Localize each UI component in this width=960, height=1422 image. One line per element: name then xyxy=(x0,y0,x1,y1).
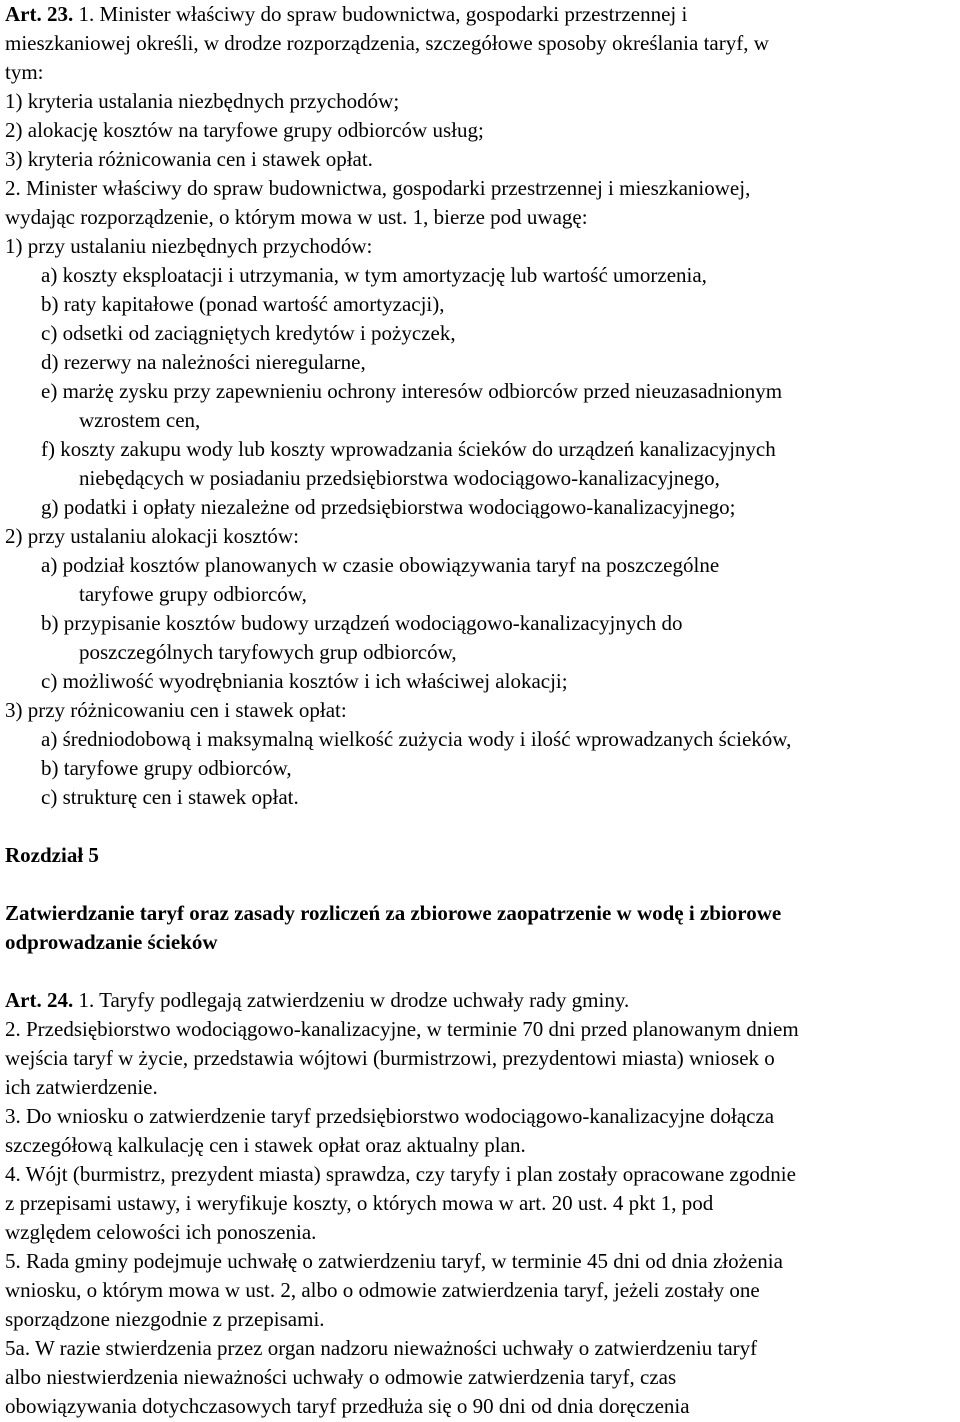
list-item-continuation: poszczególnych taryfowych grup odbiorców, xyxy=(79,640,457,664)
paragraph-line: 3. Do wniosku o zatwierdzenie taryf przedsiębiorstwo wodociągowo-kanalizacyjne dołącza xyxy=(5,1104,775,1128)
paragraph-line: 4. Wójt (burmistrz, prezydent miasta) sprawdza, czy taryfy i plan zostały opracowane zgodnie xyxy=(5,1162,796,1186)
paragraph-line: obowiązywania dotychczasowych taryf przedłuża się o 90 dni od dnia doręczenia xyxy=(5,1394,690,1418)
list-item: b) raty kapitałowe (ponad wartość amortyzacji), xyxy=(41,292,445,316)
paragraph-line: ich zatwierdzenie. xyxy=(5,1075,158,1099)
paragraph-line: albo niestwierdzenia nieważności uchwały o odmowie zatwierdzenia taryf, czas xyxy=(5,1365,677,1389)
list-item: d) rezerwy na należności nieregularne, xyxy=(41,350,366,374)
list-item-continuation: wzrostem cen, xyxy=(79,408,201,432)
list-item: c) możliwość wyodrębniania kosztów i ich właściwej alokacji; xyxy=(41,669,568,693)
list-item: b) taryfowe grupy odbiorców, xyxy=(41,756,292,780)
paragraph-line: wejścia taryf w życie, przedstawia wójtowi (burmistrzowi, prezydentowi miasta) wniosek o xyxy=(5,1046,775,1070)
paragraph-line: szczegółową kalkulację cen i stawek opłat oraz aktualny plan. xyxy=(5,1133,526,1157)
list-item: g) podatki i opłaty niezależne od przedsiębiorstwa wodociągowo-kanalizacyjnego; xyxy=(41,495,736,519)
paragraph-line: 2. Przedsiębiorstwo wodociągowo-kanalizacyjne, w terminie 70 dni przed planowanym dniem xyxy=(5,1017,799,1041)
chapter-title-line2: odprowadzanie ścieków xyxy=(5,930,218,954)
list-item: f) koszty zakupu wody lub koszty wprowadzania ścieków do urządzeń kanalizacyjnych xyxy=(41,437,776,461)
list-item: 1) kryteria ustalania niezbędnych przychodów; xyxy=(5,89,400,113)
spacer xyxy=(5,957,960,986)
list-item: c) strukturę cen i stawek opłat. xyxy=(41,785,299,809)
list-item: 2) alokację kosztów na taryfowe grupy odbiorców usług; xyxy=(5,118,484,142)
paragraph-line: względem celowości ich ponoszenia. xyxy=(5,1220,317,1244)
spacer xyxy=(5,870,960,899)
chapter-title-line1: Zatwierdzanie taryf oraz zasady rozliczeń za zbiorowe zaopatrzenie w wodę i zbiorowe xyxy=(5,901,782,925)
list-item: e) marżę zysku przy zapewnieniu ochrony interesów odbiorców przed nieuzasadnionym xyxy=(41,379,783,403)
list-item: 3) kryteria różnicowania cen i stawek opłat. xyxy=(5,147,373,171)
art23-p2-line1: 2. Minister właściwy do spraw budownictwa, gospodarki przestrzennej i mieszkaniowej, xyxy=(5,176,751,200)
paragraph-line: sporządzone niezgodnie z przepisami. xyxy=(5,1307,325,1331)
art23-p1-line3: tym: xyxy=(5,60,44,84)
article-heading: Art. 23. xyxy=(5,2,74,26)
paragraph-line: 5a. W razie stwierdzenia przez organ nadzoru nieważności uchwały o zatwierdzeniu taryf xyxy=(5,1336,758,1360)
paragraph-line: z przepisami ustawy, i weryfikuje koszty, o których mowa w art. 20 ust. 4 pkt 1, pod xyxy=(5,1191,714,1215)
list-item-continuation: niebędących w posiadaniu przedsiębiorstwa wodociągowo-kanalizacyjnego, xyxy=(79,466,720,490)
section-heading: 3) przy różnicowaniu cen i stawek opłat: xyxy=(5,698,347,722)
list-item: a) podział kosztów planowanych w czasie obowiązywania taryf na poszczególne xyxy=(41,553,720,577)
list-item: a) koszty eksploatacji i utrzymania, w tym amortyzację lub wartość umorzenia, xyxy=(41,263,707,287)
art23-p1-line1: Art. 23. 1. Minister właściwy do spraw budownictwa, gospodarki przestrzennej i xyxy=(5,2,688,26)
list-item-continuation: taryfowe grupy odbiorców, xyxy=(79,582,307,606)
list-item: c) odsetki od zaciągniętych kredytów i pożyczek, xyxy=(41,321,456,345)
art24-p1: Art. 24. 1. Taryfy podlegają zatwierdzeniu w drodze uchwały rady gminy. xyxy=(5,988,630,1012)
chapter-number: Rozdział 5 xyxy=(5,843,99,867)
paragraph-line: wniosku, o którym mowa w ust. 2, albo o odmowie zatwierdzenia taryf, jeżeli zostały one xyxy=(5,1278,760,1302)
art23-p1-line2: mieszkaniowej określi, w drodze rozporządzenia, szczegółowe sposoby określania taryf, w xyxy=(5,31,769,55)
art23-p2-line2: wydając rozporządzenie, o którym mowa w ust. 1, bierze pod uwagę: xyxy=(5,205,588,229)
spacer xyxy=(5,812,960,841)
paragraph-line: 5. Rada gminy podejmuje uchwałę o zatwierdzeniu taryf, w terminie 45 dni od dnia złożenia xyxy=(5,1249,783,1273)
section-heading: 2) przy ustalaniu alokacji kosztów: xyxy=(5,524,299,548)
article-heading: Art. 24. xyxy=(5,988,74,1012)
list-item: b) przypisanie kosztów budowy urządzeń wodociągowo-kanalizacyjnych do xyxy=(41,611,683,635)
section-heading: 1) przy ustalaniu niezbędnych przychodów: xyxy=(5,234,373,258)
list-item: a) średniodobową i maksymalną wielkość zużycia wody i ilość wprowadzanych ścieków, xyxy=(41,727,792,751)
